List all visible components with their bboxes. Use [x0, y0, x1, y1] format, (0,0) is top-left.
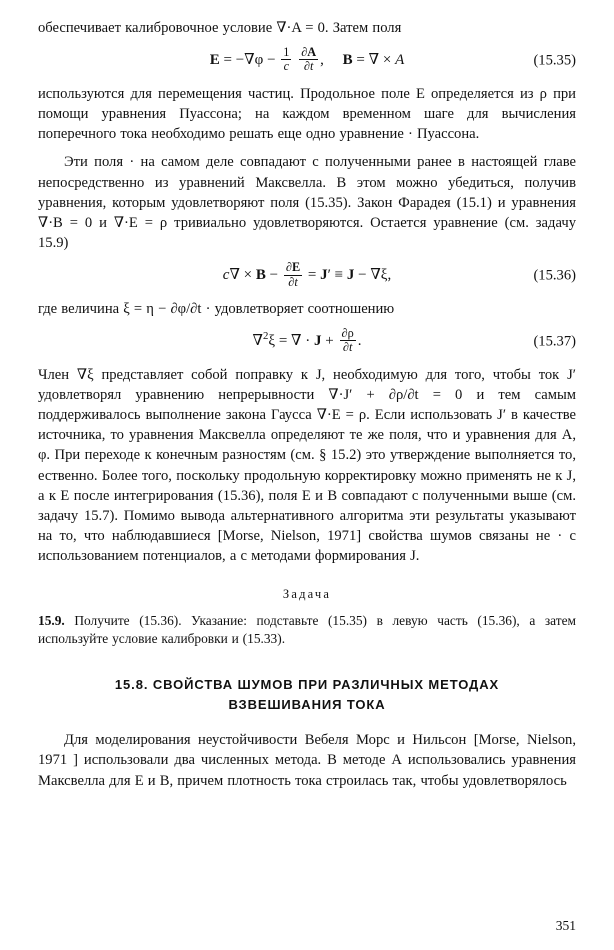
equation-15-36-body: c∇ × B − $\frac{\partial E}{\partial t}$ = J′ ≡ J − ∇ξ, [222, 260, 392, 289]
paragraph-5: Член ∇ξ представляет собой поправку к J, необходимую для того, чтобы ток J′ удовлетворял уравнению непрерывности ∇·J′ + ∂ρ/∂t = 0 и тем самым поддерживалось выполнение закона Гаусса ∇·E = ρ. Если использовать J′ в качестве источника, то уравнения Максвелла определяют те же поля, что и уравнения для A, φ. При переходе к конечным разностям (см. § 15.2) это утверждение выполняется то, ественно. Более того, поскольку продольную корректировку можно применять не к J, а к E после интегрирования (15.36), поля E и B совпадают с полученными выше (см. задачу 15.7). Помимо вывода альтернативного алгоритма эти результаты указывают на то, что наблюдавшиеся [Morse, Nielson, 1971] свойства шумов связаны не · с использованием потенциалов, а с методами формирования J. [38, 366, 576, 565]
paragraph-3: Эти поля · на самом деле совпадают с полученными ранее в настоящей главе непосредственно из уравнений Максвелла. В этом можно убедиться, получив уравнения, которым удовлетворяют поля (15.35). Закон Фарадея (15.1) и уравнения ∇·B = 0 и ∇·E = ρ тривиально удовлетворяются. Остается уравнение (см. задачу 15.9) [38, 154, 576, 252]
paragraph-4: где величина ξ = η − ∂φ/∂t · удовлетворяет соотношению [38, 300, 395, 317]
problem-item [38, 612, 576, 650]
paragraph-6: Для моделирования неустойчивости Вебеля Морс и Нильсон [Morse, Nielson, 1971 ] использовали два численных метода. В методе А использовались уравнения Максвелла для E и B, причем плотность тока строилась так, чтобы удовлетворялось [38, 732, 576, 789]
paragraph-2: используются для перемещения частиц. Продольное поле E определяется из ρ при помощи уравнения Пуассона; на каждом временном шаге для вычисления поперечного тока необходимо решать еще одно уравнение · Пуассона. [38, 85, 576, 143]
equation-15-35-body: E = −∇φ − $\frac{1}{c}$ $\frac{\partial A}{\partial t}$ , B = ∇ × A [209, 45, 405, 74]
task-heading: Задача [282, 586, 332, 601]
equation-15-35 [38, 47, 576, 75]
section-heading [38, 675, 576, 714]
equation-15-37-number: (15.37) [533, 333, 576, 350]
equation-15-36 [38, 262, 576, 290]
equation-15-37-body: ∇$^2$ξ = ∇ · J + $\frac{\partial\rho}{\partial t}$ . [252, 326, 362, 355]
section-heading-line1: 15.8. СВОЙСТВА ШУМОВ ПРИ РАЗЛИЧНЫХ МЕТОДАХ [114, 677, 500, 693]
paragraph-1: обеспечивает калибровочное условие ∇·A = 0. Затем поля [38, 20, 402, 36]
equation-15-35-number: (15.35) [533, 52, 576, 69]
page-number: 351 [555, 918, 576, 933]
equation-15-37 [38, 328, 576, 356]
problem-text: Получите (15.36). Указание: подставьте (15.35) в левую часть (15.36), а затем используйте условие калибровки и (15.33). [38, 612, 576, 647]
equation-15-36-number: (15.36) [533, 267, 576, 284]
problem-number: 15.9. [38, 612, 65, 628]
section-heading-line2: ВЗВЕШИВАНИЯ ТОКА [228, 696, 386, 712]
